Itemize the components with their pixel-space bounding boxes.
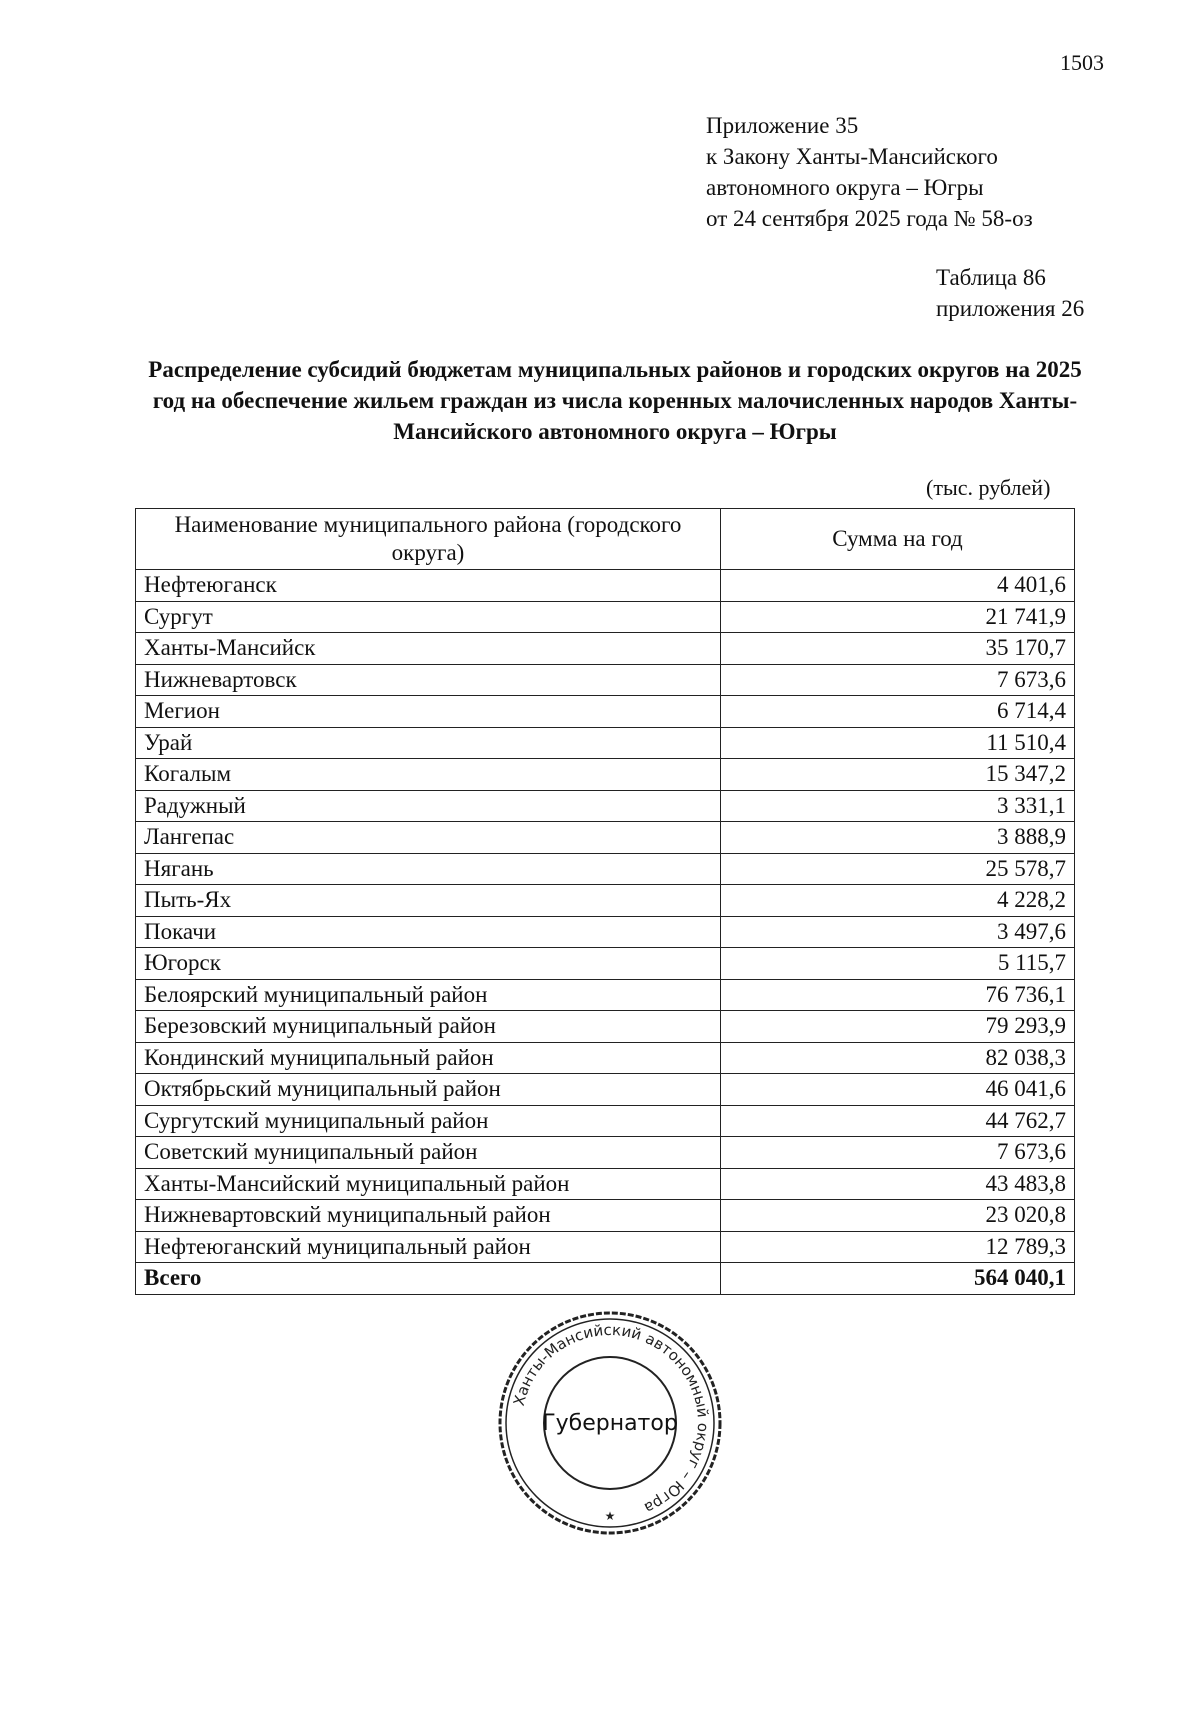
appendix-line: Приложение 35	[706, 113, 859, 138]
table-row	[136, 601, 1075, 633]
seal-center-text: Губернатор	[542, 1411, 678, 1436]
district-name: Лангепас	[136, 822, 721, 854]
district-amount: 15 347,2	[721, 759, 1075, 791]
table-row	[136, 853, 1075, 885]
district-name: Покачи	[136, 916, 721, 948]
table-row	[136, 696, 1075, 728]
district-name: Югорск	[136, 948, 721, 980]
appendix-line: автономного округа – Югры	[706, 175, 984, 200]
table-row	[136, 822, 1075, 854]
table-row	[136, 979, 1075, 1011]
district-name: Мегион	[136, 696, 721, 728]
table-reference	[936, 262, 1084, 324]
district-name: Березовский муниципальный район	[136, 1011, 721, 1043]
district-name: Кондинский муниципальный район	[136, 1042, 721, 1074]
district-name: Нягань	[136, 853, 721, 885]
subsidy-table	[135, 508, 1075, 1295]
table-row	[136, 1168, 1075, 1200]
appendix-line: от 24 сентября 2025 года № 58-оз	[706, 206, 1033, 231]
district-amount: 4 401,6	[721, 570, 1075, 602]
total-label: Всего	[136, 1263, 721, 1295]
district-amount: 79 293,9	[721, 1011, 1075, 1043]
district-name: Нефтеюганский муниципальный район	[136, 1231, 721, 1263]
appendix-line: к Закону Ханты-Мансийского	[706, 144, 998, 169]
district-amount: 3 497,6	[721, 916, 1075, 948]
table-row	[136, 1200, 1075, 1232]
header-name: Наименование муниципального района (городского округа)	[136, 509, 721, 570]
table-ref-line: Таблица 86	[936, 265, 1046, 290]
district-name: Октябрьский муниципальный район	[136, 1074, 721, 1106]
table-ref-line: приложения 26	[936, 296, 1085, 321]
table-row	[136, 759, 1075, 791]
district-name: Нижневартовск	[136, 664, 721, 696]
district-amount: 4 228,2	[721, 885, 1075, 917]
table-row	[136, 1011, 1075, 1043]
table-row	[136, 885, 1075, 917]
district-amount: 6 714,4	[721, 696, 1075, 728]
table-row	[136, 1042, 1075, 1074]
table-header-row	[136, 509, 1075, 570]
document-title: Распределение субсидий бюджетам муниципальных районов и городских округов на 2025 год на обеспечение жильем граждан из числа коренных малочисленных народов Ханты-Мансийского автономного округа – Югры	[148, 357, 1082, 444]
district-amount: 7 673,6	[721, 664, 1075, 696]
unit-label: (тыс. рублей)	[926, 475, 1051, 500]
table-row	[136, 570, 1075, 602]
district-amount: 44 762,7	[721, 1105, 1075, 1137]
district-name: Урай	[136, 727, 721, 759]
district-amount: 11 510,4	[721, 727, 1075, 759]
total-value: 564 040,1	[721, 1263, 1075, 1295]
table-row	[136, 1074, 1075, 1106]
district-amount: 82 038,3	[721, 1042, 1075, 1074]
appendix-header	[706, 110, 1033, 234]
district-name: Нефтеюганск	[136, 570, 721, 602]
table-row	[136, 1105, 1075, 1137]
district-name: Ханты-Мансийск	[136, 633, 721, 665]
total-row	[136, 1263, 1075, 1295]
table-row	[136, 1137, 1075, 1169]
district-amount: 21 741,9	[721, 601, 1075, 633]
district-name: Ханты-Мансийский муниципальный район	[136, 1168, 721, 1200]
district-amount: 3 331,1	[721, 790, 1075, 822]
district-name: Сургут	[136, 601, 721, 633]
district-name: Радужный	[136, 790, 721, 822]
header-sum: Сумма на год	[721, 509, 1075, 570]
district-name: Когалым	[136, 759, 721, 791]
table-row	[136, 633, 1075, 665]
official-seal	[495, 1308, 725, 1538]
district-amount: 43 483,8	[721, 1168, 1075, 1200]
district-amount: 25 578,7	[721, 853, 1075, 885]
page-number: 1503	[1060, 50, 1104, 75]
table-row	[136, 664, 1075, 696]
district-name: Нижневартовский муниципальный район	[136, 1200, 721, 1232]
seal-star-icon: ★	[604, 1509, 616, 1523]
district-amount: 23 020,8	[721, 1200, 1075, 1232]
table-row	[136, 727, 1075, 759]
district-name: Белоярский муниципальный район	[136, 979, 721, 1011]
district-name: Пыть-Ях	[136, 885, 721, 917]
table-row	[136, 790, 1075, 822]
district-amount: 35 170,7	[721, 633, 1075, 665]
table-row	[136, 1231, 1075, 1263]
district-amount: 76 736,1	[721, 979, 1075, 1011]
district-amount: 3 888,9	[721, 822, 1075, 854]
district-amount: 12 789,3	[721, 1231, 1075, 1263]
table-row	[136, 948, 1075, 980]
district-amount: 7 673,6	[721, 1137, 1075, 1169]
district-amount: 46 041,6	[721, 1074, 1075, 1106]
district-amount: 5 115,7	[721, 948, 1075, 980]
table-row	[136, 916, 1075, 948]
seal-ring-text: Ханты-Мансийский автономный округ – Югра	[509, 1320, 713, 1518]
district-name: Советский муниципальный район	[136, 1137, 721, 1169]
district-name: Сургутский муниципальный район	[136, 1105, 721, 1137]
